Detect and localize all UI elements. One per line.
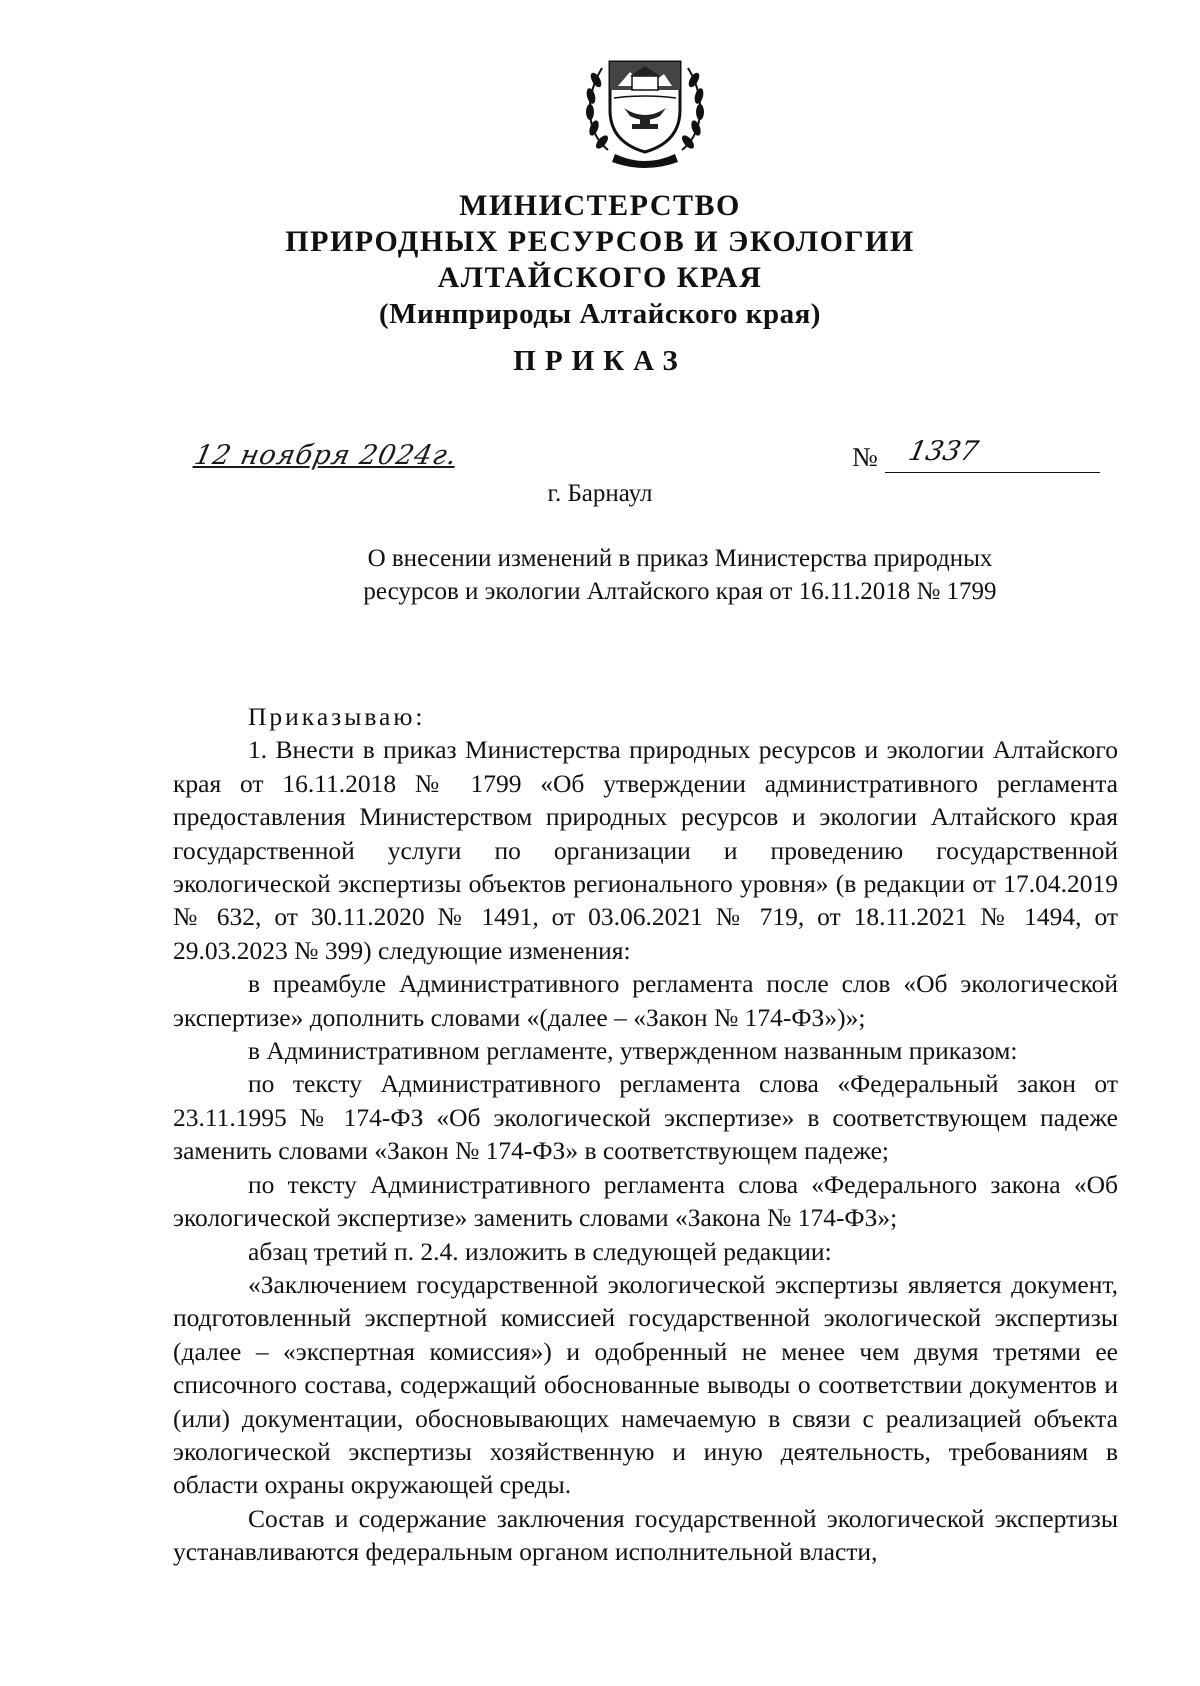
number-label: № xyxy=(852,442,878,472)
order-number xyxy=(852,436,1100,473)
ministry-header xyxy=(0,188,1200,332)
ministry-name-line-1: МИНИСТЕРСТВО xyxy=(459,189,741,222)
ministry-short-name: (Минприроды Алтайского края) xyxy=(379,298,821,330)
body-paragraph: по тексту Административного регламента слова «Федеральный закон от 23.11.1995 № 174-ФЗ «Об экологической экспертизе» в соответствующем падеже заменить словами «Закон № 174-ФЗ» в соответствующем падеже; xyxy=(173,1069,1118,1166)
order-intro: Приказываю: xyxy=(248,702,426,731)
body-paragraph: в Административном регламенте, утвержденном названным приказом: xyxy=(248,1036,1018,1066)
body-paragraph: 1. Внести в приказ Министерства природных ресурсов и экологии Алтайского края от 16.11.2018 № 1799 «Об утверждении административного регламента предоставления Министерством природных ресурсов и экологии Алтайского края государственной услуги по организации и проведению государственной экологической экспертизы объектов регионального уровня» (в редакции от 17.04.2019 № 632, от 30.11.2020 № 1491, от 03.06.2021 № 719, от 18.11.2021 № 1494, от 29.03.2023 № 399) следующие изменения: xyxy=(173,735,1118,965)
handwritten-date: 12 ноября 2024г. xyxy=(191,440,461,471)
ministry-name-line-2: ПРИРОДНЫХ РЕСУРСОВ И ЭКОЛОГИИ xyxy=(285,225,915,258)
city: г. Барнаул xyxy=(547,480,653,507)
order-subject: О внесении изменений в приказ Министерства природных ресурсов и экологии Алтайского края от 16.11.2018 № 1799 xyxy=(363,545,997,605)
handwritten-number: 1337 xyxy=(905,436,981,467)
order-body xyxy=(173,700,1118,1569)
body-paragraph: Состав и содержание заключения государственной экологической экспертизы устанавливаются федеральным органом исполнительной власти, xyxy=(173,1503,1118,1567)
number-underline xyxy=(885,436,1100,473)
ministry-name-line-3: АЛТАЙСКОГО КРАЯ xyxy=(437,261,763,294)
document-type: ПРИКАЗ xyxy=(513,345,687,377)
body-paragraph: в преамбуле Административного регламента после слов «Об экологической экспертизе» дополнить словами «(далее – «Закон № 174-ФЗ»)»; xyxy=(173,969,1118,1032)
body-paragraph: «Заключением государственной экологической экспертизы является документ, подготовленный экспертной комиссией государственной экологической экспертизы (далее – «экспертная комиссия») и одобренный не менее чем двумя третями ее списочного состава, содержащий обоснованные выводы о соответствии документов и (или) документации, обосновывающих намечаемую в связи с реализацией объекта экологической экспертизы хозяйственную и иную деятельность, требованиям в области охраны окружающей среды. xyxy=(173,1269,1118,1500)
coat-of-arms-emblem xyxy=(580,50,710,168)
body-paragraph: по тексту Административного регламента слова «Федерального закона «Об экологической экспертизе» заменить словами «Закона № 174-ФЗ»; xyxy=(173,1169,1118,1233)
body-paragraph: абзац третий п. 2.4. изложить в следующей редакции: xyxy=(248,1236,832,1266)
